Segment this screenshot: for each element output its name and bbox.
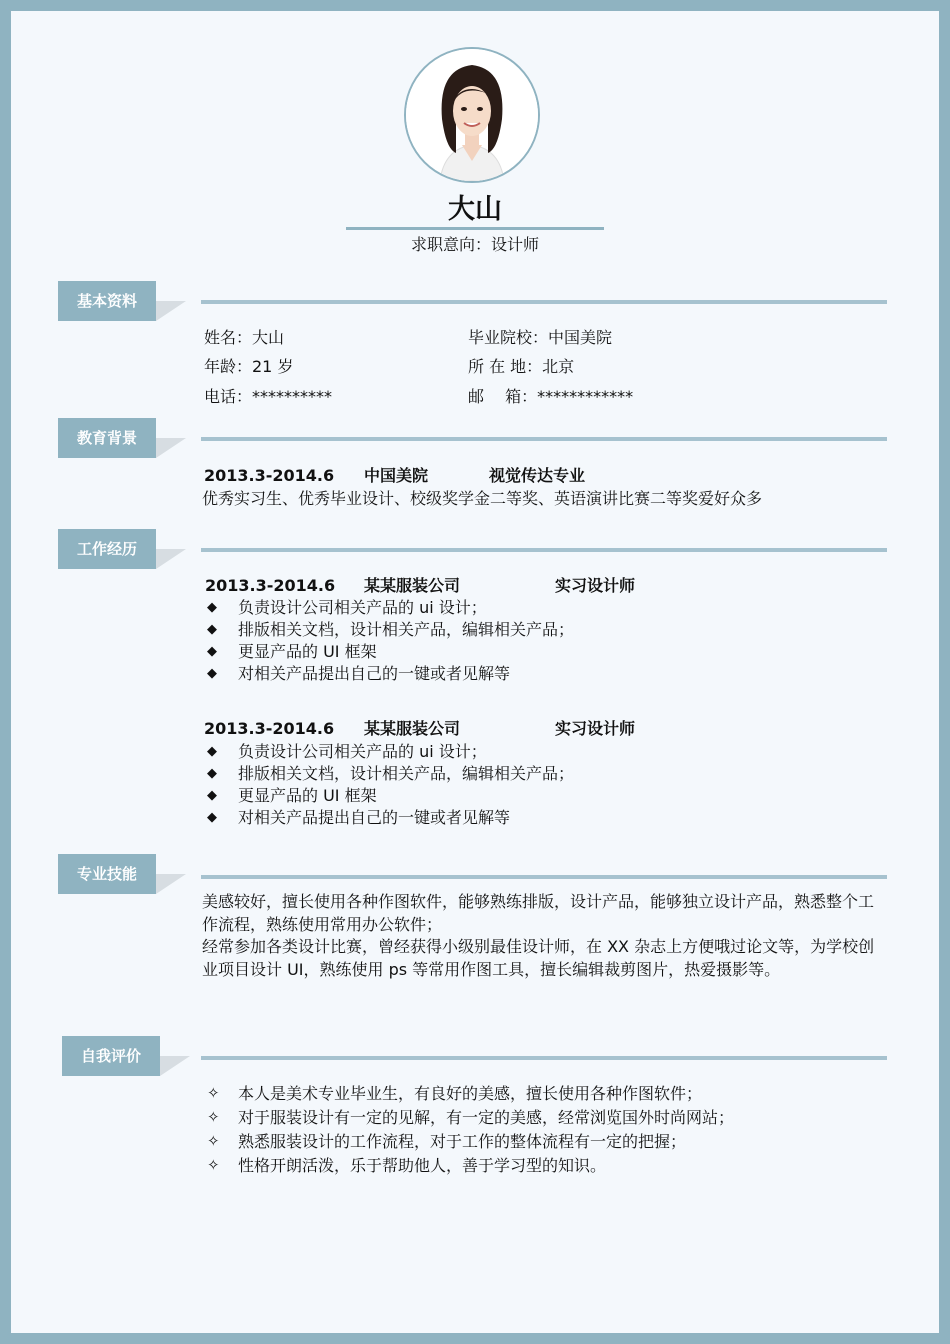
self-eval-item: 本人是美术专业毕业生，有良好的美感，擅长使用各种作图软件； xyxy=(238,1084,703,1103)
avatar xyxy=(404,47,540,183)
edu-desc: 优秀实习生、优秀毕业设计、校级奖学金二等奖、英语演讲比赛二等奖爱好众多 xyxy=(202,489,762,508)
work-item: 更显产品的 UI 框架 xyxy=(238,642,377,661)
work-company: 某某服装公司 xyxy=(364,719,461,738)
info-school: 毕业院校：中国美院 xyxy=(468,328,613,347)
section-rule xyxy=(201,875,887,879)
work-period: 2013.3-2014.6 xyxy=(204,719,335,738)
section-rule xyxy=(201,1056,887,1060)
section-tag-skills: 专业技能 xyxy=(58,854,156,894)
section-rule xyxy=(201,300,887,304)
tag-fold xyxy=(156,438,186,458)
work-role: 实习设计师 xyxy=(555,576,636,595)
diamond-bullet-icon: ◆ xyxy=(207,600,217,615)
diamond-bullet-icon: ◆ xyxy=(207,666,217,681)
section-tag-education: 教育背景 xyxy=(58,418,156,458)
name-underline xyxy=(346,227,604,230)
job-intent: 求职意向：设计师 xyxy=(410,235,539,254)
work-item: 对相关产品提出自己的一键或者见解等 xyxy=(238,808,511,827)
section-rule xyxy=(201,437,887,441)
star-bullet-icon: ✧ xyxy=(207,1084,220,1102)
edu-major: 视觉传达专业 xyxy=(489,466,586,485)
tag-fold xyxy=(160,1056,190,1076)
work-item: 对相关产品提出自己的一键或者见解等 xyxy=(238,664,511,683)
star-bullet-icon: ✧ xyxy=(207,1156,220,1174)
work-item: 负责设计公司相关产品的 ui 设计； xyxy=(238,598,487,617)
self-eval-item: 熟悉服装设计的工作流程，对于工作的整体流程有一定的把握； xyxy=(238,1132,687,1151)
person-photo-icon xyxy=(406,49,538,181)
diamond-bullet-icon: ◆ xyxy=(207,766,217,781)
info-age: 年龄：21 岁 xyxy=(204,357,294,376)
tag-fold xyxy=(156,874,186,894)
work-period: 2013.3-2014.6 xyxy=(205,576,336,595)
section-tag-work: 工作经历 xyxy=(58,529,156,569)
skills-paragraph-1: 美感较好，擅长使用各种作图软件，能够熟练排版，设计产品，能够独立设计产品，熟悉整个工作流程，熟练使用常用办公软件； xyxy=(202,892,875,934)
diamond-bullet-icon: ◆ xyxy=(207,744,217,759)
skills-paragraph-2: 经常参加各类设计比赛，曾经获得小级别最佳设计师，在 XX 杂志上方便哦过论文等，为学校创业项目设计 UI，熟练使用 ps 等常用作图工具，擅长编辑裁剪图片，热爱摄影等。 xyxy=(202,937,875,979)
diamond-bullet-icon: ◆ xyxy=(207,622,217,637)
tag-fold xyxy=(156,549,186,569)
candidate-name: 大山 xyxy=(448,194,502,225)
star-bullet-icon: ✧ xyxy=(207,1108,220,1126)
self-eval-item: 性格开朗活泼，乐于帮助他人，善于学习型的知识。 xyxy=(238,1156,607,1175)
section-rule xyxy=(201,548,887,552)
diamond-bullet-icon: ◆ xyxy=(207,810,217,825)
tag-fold xyxy=(156,301,186,321)
section-tag-self: 自我评价 xyxy=(62,1036,160,1076)
star-bullet-icon: ✧ xyxy=(207,1132,220,1150)
info-email: 邮 箱：************ xyxy=(468,387,634,406)
diamond-bullet-icon: ◆ xyxy=(207,788,217,803)
edu-desc-box xyxy=(202,488,762,521)
work-item: 排版相关文档，设计相关产品，编辑相关产品； xyxy=(238,764,575,783)
info-location: 所 在 地：北京 xyxy=(468,357,575,376)
work-item: 排版相关文档，设计相关产品，编辑相关产品； xyxy=(238,620,575,639)
work-role: 实习设计师 xyxy=(555,719,636,738)
info-phone: 电话：********** xyxy=(204,387,333,406)
work-item: 负责设计公司相关产品的 ui 设计； xyxy=(238,742,487,761)
section-tag-basic: 基本资料 xyxy=(58,281,156,321)
self-eval-item: 对于服装设计有一定的见解，有一定的美感，经常浏览国外时尚网站； xyxy=(238,1108,735,1127)
edu-period: 2013.3-2014.6 xyxy=(204,466,335,485)
edu-school: 中国美院 xyxy=(364,466,429,485)
info-name: 姓名：大山 xyxy=(204,328,285,347)
resume-page xyxy=(11,11,939,1333)
work-company: 某某服装公司 xyxy=(364,576,461,595)
work-item: 更显产品的 UI 框架 xyxy=(238,786,377,805)
diamond-bullet-icon: ◆ xyxy=(207,644,217,659)
